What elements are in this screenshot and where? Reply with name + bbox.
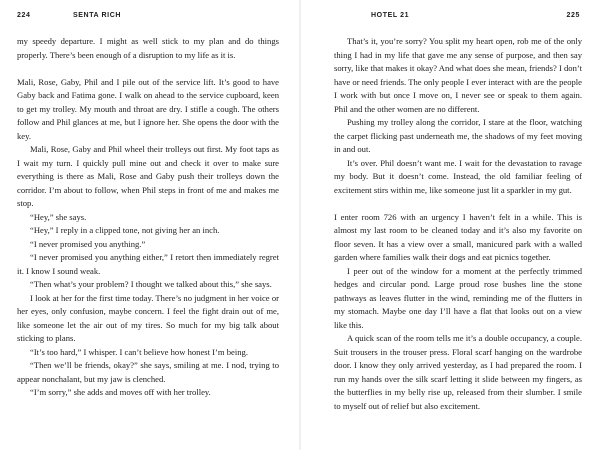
paragraph: “I never promised you anything.”: [30, 238, 146, 249]
paragraph: A quick scan of the room tells me it’s a double occupancy, a couple. Suit trousers in the trouser press. Floral scarf hanging on the wardrobe door. I know they only arrived yesterday, as I had prepared the room. I run my hands over the silk scarf letting it slide between my fingers, as the butterflies in my belly rise up, released from their slumber. I smile to myself out of relief but also excitement.: [334, 333, 582, 411]
left-running-header: [17, 12, 279, 24]
paragraph: “I’m sorry,” she adds and moves off with her trolley.: [30, 387, 211, 397]
paragraph: “Then we’ll be friends, okay?” she says, smiling at me. I nod, trying to appear nonchalant, but my jaw is clenched.: [17, 360, 279, 384]
right-running-header: [318, 12, 580, 24]
paragraph: “It’s too hard,” I whisper. I can’t believe how honest I’m being.: [30, 346, 248, 357]
page-number-left: 224: [17, 12, 31, 19]
paragraph: “I never promised you anything either,” I retort then immediately regret it. I know I sound weak.: [17, 252, 279, 276]
right-page: [300, 0, 600, 450]
left-page-body: [17, 35, 279, 400]
paragraph: “Hey,” I reply in a clipped tone, not giving her an inch.: [30, 225, 220, 235]
paragraph: “Hey,” she says.: [30, 211, 87, 222]
paragraph: my speedy departure. I might as well stick to my plan and do things properly. There’s been enough of a disruption to my life as it is.: [17, 36, 279, 60]
paragraph: It’s over. Phil doesn’t want me. I wait for the devastation to ravage my body. But it doesn’t come. Instead, the old familiar feeling of excitement stirs within me, like someone just lit a sparkler in my gut.: [334, 157, 582, 195]
paragraph: I peer out of the window for a moment at the perfectly trimmed hedges and circular pond. Large proud rose bushes line the stone pathways as leaves flutter in the wind, reminding me of the flutters in my stomach. Maybe one day I’ll have a flat that looks out on a view like this.: [334, 265, 582, 330]
running-head-author: SENTA RICH: [73, 12, 121, 19]
paragraph: “Then what’s your problem? I thought we talked about this,” she says.: [30, 279, 272, 289]
paragraph: I enter room 726 with an urgency I haven’t felt in a while. This is almost my last room to be cleaned today and it’s also my favorite on floor seven. It has a view over a small, manicured park with a walled garden where families walk their dogs and eat picnics together.: [334, 211, 582, 262]
running-head-title: HOTEL 21: [371, 12, 410, 19]
paragraph: That’s it, you’re sorry? You split my heart open, rob me of the only thing I had in my life that gave me any sense of purpose, and then say sorry, like that makes it okay? And what does she mean, friends? I don’t have or need friends. The only people I ever interact with are the people I work with but once I move on, I never see or speak to them again. Phil and the other women are no different.: [334, 36, 582, 114]
paragraph: Mali, Rose, Gaby, Phil and I pile out of the service lift. It’s good to have Gaby back and Fatima gone. I walk on ahead to the service cupboard, keen to get my trolley. My mouth and throat are dry. I stifle a cough. The others follow and Phil glances at me, but I ignore her. She opens the door with the key.: [17, 76, 279, 141]
paragraph: Pushing my trolley along the corridor, I stare at the floor, watching the carpet flicking past underneath me, the shadows of my feet moving in and out.: [334, 117, 582, 154]
page-number-right: 225: [566, 12, 580, 19]
paragraph: Mali, Rose, Gaby and Phil wheel their trolleys out first. My foot taps as I wait my turn. I quickly pull mine out and check it over to make sure everything is there as Mali, Rose and Gaby push their trolleys down the corridor. I’m about to follow, when Phil steps in front of me and makes me stop.: [17, 144, 279, 208]
right-page-body: [334, 35, 582, 413]
paragraph: I look at her for the first time today. There’s no judgment in her voice or her eyes, only confusion, maybe concern. I feel the fight drain out of me, like someone let the air out of my tires. So much for my big talk about sticking to plans.: [17, 292, 279, 343]
